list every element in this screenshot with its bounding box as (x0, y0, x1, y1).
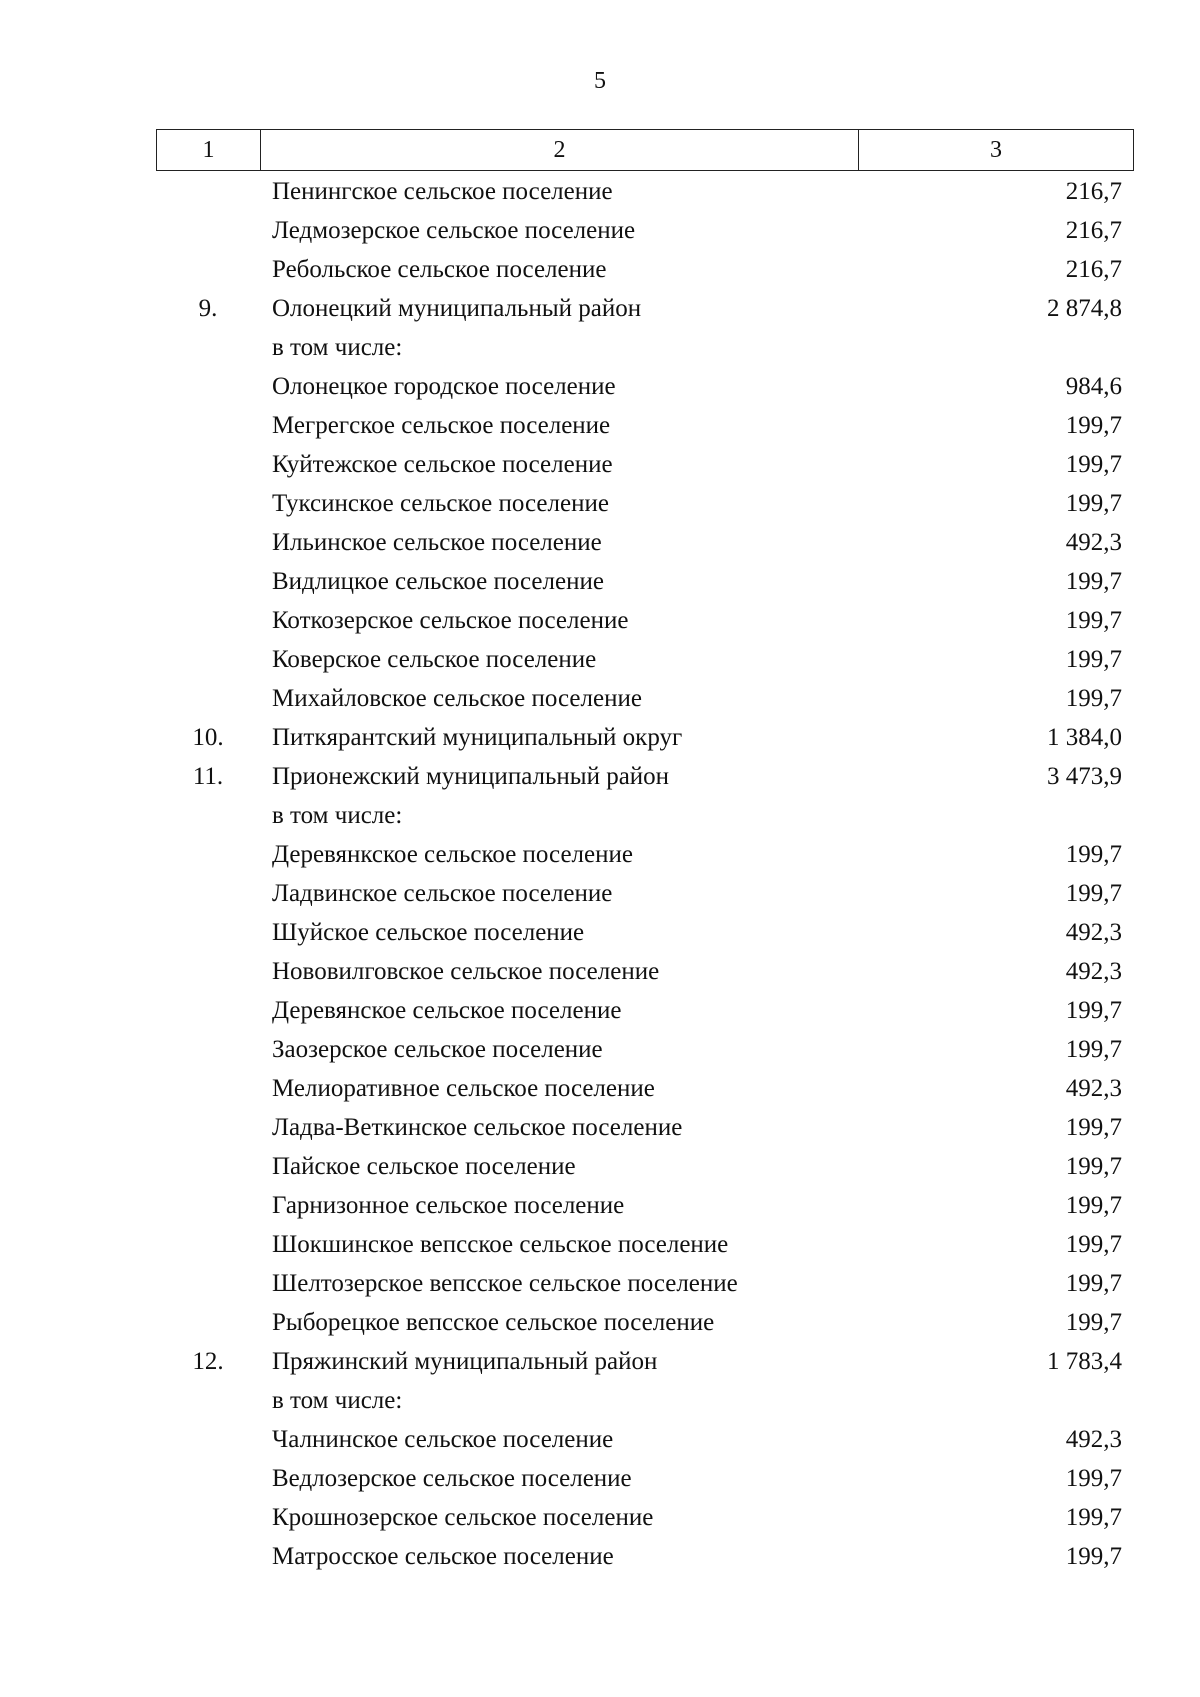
table-row (156, 1420, 1134, 1459)
row-value: 2 874,8 (1047, 295, 1122, 322)
row-name: Ильинское сельское поселение (272, 529, 602, 556)
row-name: Нововилговское сельское поселение (272, 958, 660, 985)
row-value: 492,3 (1065, 958, 1122, 985)
table-row (156, 1108, 1134, 1147)
row-name: Мелиоративное сельское поселение (272, 1075, 655, 1102)
row-number: 10. (192, 724, 224, 751)
row-name: Куйтежское сельское поселение (272, 451, 613, 478)
table-row (156, 211, 1134, 250)
row-value: 199,7 (1065, 1504, 1122, 1531)
row-value: 1 783,4 (1047, 1348, 1122, 1375)
row-name: Деревянкское сельское поселение (272, 841, 633, 868)
row-value: 199,7 (1065, 1543, 1122, 1570)
row-name: Крошнозерское сельское поселение (272, 1504, 654, 1531)
row-name: в том числе: (272, 802, 403, 829)
row-name: Коткозерское сельское поселение (272, 607, 629, 634)
row-name: Чалнинское сельское поселение (272, 1426, 614, 1453)
table-row (156, 640, 1134, 679)
table-row (156, 172, 1134, 211)
row-name: Рыборецкое вепсское сельское поселение (272, 1309, 715, 1336)
row-value: 199,7 (1065, 412, 1122, 439)
row-value: 1 384,0 (1047, 724, 1122, 751)
row-value: 216,7 (1065, 217, 1122, 244)
row-value: 199,7 (1065, 568, 1122, 595)
table-row (156, 601, 1134, 640)
row-value: 199,7 (1065, 841, 1122, 868)
row-name: Коверское сельское поселение (272, 646, 597, 673)
table-row (156, 289, 1134, 328)
table-body (156, 172, 1134, 1576)
table-row (156, 718, 1134, 757)
row-value: 199,7 (1065, 1114, 1122, 1141)
table-row (156, 1264, 1134, 1303)
table-row (156, 952, 1134, 991)
row-name: Видлицкое сельское поселение (272, 568, 604, 595)
row-value: 199,7 (1065, 1036, 1122, 1063)
row-value: 3 473,9 (1047, 763, 1122, 790)
row-name: Питкярантский муниципальный округ (272, 724, 683, 751)
row-name: Ладвинское сельское поселение (272, 880, 613, 907)
row-name: Михайловское сельское поселение (272, 685, 642, 712)
row-value: 199,7 (1065, 646, 1122, 673)
row-name: Шокшинское вепсское сельское поселение (272, 1231, 729, 1258)
row-value: 199,7 (1065, 1270, 1122, 1297)
row-name: Ладва-Веткинское сельское поселение (272, 1114, 683, 1141)
table-row (156, 913, 1134, 952)
row-name: Прионежский муниципальный район (272, 763, 670, 790)
row-name: в том числе: (272, 1387, 403, 1414)
table-header (156, 129, 1134, 171)
row-name: Ледмозерское сельское поселение (272, 217, 636, 244)
row-name: Пайское сельское поселение (272, 1153, 576, 1180)
table-row (156, 1498, 1134, 1537)
row-value: 492,3 (1065, 1426, 1122, 1453)
table-row (156, 328, 1134, 367)
row-number: 12. (192, 1348, 224, 1375)
row-value: 199,7 (1065, 685, 1122, 712)
row-value: 199,7 (1065, 607, 1122, 634)
row-name: Олонецкое городское поселение (272, 373, 616, 400)
header-col-3: 3 (990, 137, 1002, 163)
row-name: в том числе: (272, 334, 403, 361)
row-name: Ребольское сельское поселение (272, 256, 607, 283)
row-value: 492,3 (1065, 1075, 1122, 1102)
table-row (156, 757, 1134, 796)
table-row (156, 1147, 1134, 1186)
row-value: 199,7 (1065, 880, 1122, 907)
row-name: Деревянское сельское поселение (272, 997, 622, 1024)
row-name: Пряжинский муниципальный район (272, 1348, 658, 1375)
row-name: Мегрегское сельское поселение (272, 412, 611, 439)
table-row (156, 1186, 1134, 1225)
row-name: Заозерское сельское поселение (272, 1036, 603, 1063)
table-row (156, 679, 1134, 718)
row-name: Матросское сельское поселение (272, 1543, 614, 1570)
header-col-1: 1 (157, 130, 261, 170)
row-value: 199,7 (1065, 1309, 1122, 1336)
table-row (156, 991, 1134, 1030)
row-name: Туксинское сельское поселение (272, 490, 609, 517)
row-value: 216,7 (1065, 178, 1122, 205)
row-value: 199,7 (1065, 451, 1122, 478)
table-row (156, 1537, 1134, 1576)
table-row (156, 367, 1134, 406)
table-row (156, 250, 1134, 289)
table-row (156, 835, 1134, 874)
row-name: Гарнизонное сельское поселение (272, 1192, 625, 1219)
row-value: 216,7 (1065, 256, 1122, 283)
table-row (156, 1225, 1134, 1264)
row-value: 199,7 (1065, 490, 1122, 517)
table-row (156, 406, 1134, 445)
row-number: 9. (198, 295, 218, 322)
row-name: Шуйское сельское поселение (272, 919, 585, 946)
table-row (156, 874, 1134, 913)
row-number: 11. (192, 763, 224, 790)
table-row (156, 1069, 1134, 1108)
table-row (156, 1381, 1134, 1420)
table-row (156, 484, 1134, 523)
row-value: 492,3 (1065, 529, 1122, 556)
table-row (156, 1342, 1134, 1381)
row-name: Ведлозерское сельское поселение (272, 1465, 632, 1492)
row-name: Пенингское сельское поселение (272, 178, 613, 205)
table-row (156, 1459, 1134, 1498)
row-value: 984,6 (1065, 373, 1122, 400)
table-row (156, 445, 1134, 484)
row-value: 199,7 (1065, 1192, 1122, 1219)
table-row (156, 523, 1134, 562)
row-name: Олонецкий муниципальный район (272, 295, 642, 322)
row-value: 199,7 (1065, 1231, 1122, 1258)
page-number: 5 (594, 68, 606, 94)
row-value: 199,7 (1065, 1465, 1122, 1492)
row-value: 199,7 (1065, 997, 1122, 1024)
table-row (156, 562, 1134, 601)
table-row (156, 1030, 1134, 1069)
row-value: 199,7 (1065, 1153, 1122, 1180)
row-value: 492,3 (1065, 919, 1122, 946)
table-row (156, 796, 1134, 835)
table-row (156, 1303, 1134, 1342)
row-name: Шелтозерское вепсское сельское поселение (272, 1270, 738, 1297)
header-col-2: 2 (261, 130, 859, 170)
